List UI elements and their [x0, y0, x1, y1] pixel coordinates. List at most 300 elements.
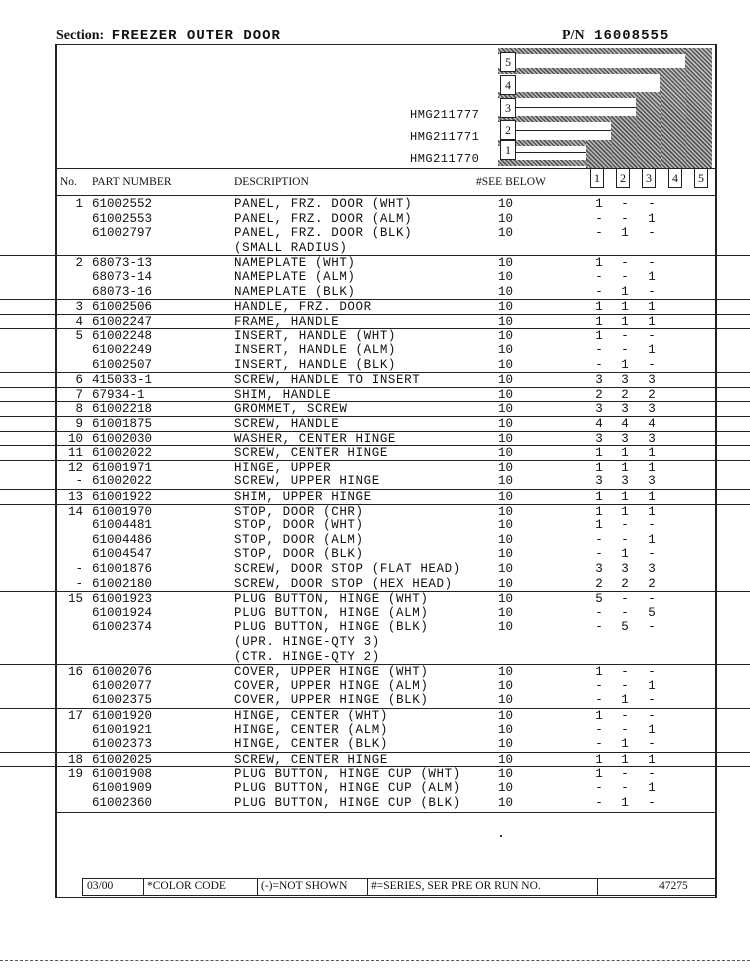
qty-series-2: 1: [621, 504, 629, 519]
qty-series-2: 1: [621, 460, 629, 475]
qty-series-3: 3: [648, 402, 656, 417]
col-header-see-below: #SEE BELOW: [476, 176, 546, 188]
qty-series-3: 1: [648, 446, 656, 461]
model-leader-line: [515, 130, 611, 131]
see-below: 10: [498, 795, 514, 810]
table-row: [0, 723, 750, 738]
qty-series-1: 1: [595, 300, 603, 315]
pn-value: 16008555: [594, 28, 670, 44]
qty-series-1: 1: [595, 767, 603, 782]
qty-series-2: -: [621, 518, 629, 533]
qty-series-3: 1: [648, 722, 656, 737]
qty-series-2: 1: [621, 314, 629, 329]
qty-series-1: -: [595, 547, 603, 562]
qty-series-3: -: [648, 518, 656, 533]
see-below: 10: [498, 446, 514, 461]
qty-series-2: 1: [621, 752, 629, 767]
see-below: 10: [498, 226, 514, 241]
table-row: [0, 431, 750, 446]
qty-series-2: 3: [621, 431, 629, 446]
model-number: HMG211771: [410, 130, 480, 144]
part-description: FRAME, HANDLE: [234, 314, 340, 329]
part-number: 61002797: [92, 226, 153, 241]
table-row: [0, 255, 750, 270]
see-below: 10: [498, 547, 514, 562]
part-number: 61001921: [92, 722, 153, 737]
series-box-2: 2: [500, 120, 516, 140]
qty-series-2: -: [621, 678, 629, 693]
table-row: [0, 270, 750, 285]
section-value: FREEZER OUTER DOOR: [111, 28, 281, 44]
part-description: GROMMET, SCREW: [234, 402, 348, 417]
part-number: 61002553: [92, 211, 153, 226]
part-description: PLUG BUTTON, HINGE (ALM): [234, 605, 429, 620]
qty-series-3: -: [648, 329, 656, 344]
qty-series-1: -: [595, 343, 603, 357]
see-below: 10: [498, 431, 514, 446]
see-below: 10: [498, 504, 514, 519]
see-below: 10: [498, 752, 514, 767]
see-below: 10: [498, 781, 514, 795]
part-description: NAMEPLATE (BLK): [234, 284, 356, 299]
qty-series-3: -: [648, 592, 656, 607]
footer-color-code: *COLOR CODE: [147, 880, 226, 892]
table-row: [0, 650, 750, 665]
part-number: 61002506: [92, 300, 153, 315]
qty-series-2: -: [621, 665, 629, 680]
table-row: [0, 796, 750, 811]
model-number: HMG211770: [410, 152, 480, 166]
part-description: PANEL, FRZ. DOOR (WHT): [234, 197, 413, 211]
section-title: [56, 28, 281, 44]
qty-series-3: -: [648, 795, 656, 810]
table-row: [0, 562, 750, 577]
qty-series-2: -: [621, 532, 629, 547]
part-description: PANEL, FRZ. DOOR (BLK): [234, 226, 413, 241]
qty-series-2: -: [621, 270, 629, 284]
part-description: PLUG BUTTON, HINGE (BLK): [234, 620, 429, 635]
part-number: 61001909: [92, 781, 153, 795]
part-description: INSERT, HANDLE (ALM): [234, 343, 397, 357]
col-header-qty-1: 1: [590, 168, 604, 188]
table-row: [0, 401, 750, 416]
see-below: 10: [498, 620, 514, 635]
qty-series-2: -: [621, 709, 629, 723]
qty-series-2: -: [621, 211, 629, 226]
qty-series-1: 2: [595, 576, 603, 591]
stair-band-4: [498, 68, 686, 74]
part-number: 68073-14: [92, 270, 153, 284]
stair-band-base: [498, 160, 588, 166]
qty-series-2: 3: [621, 474, 629, 489]
table-row: [0, 504, 750, 519]
qty-series-1: 2: [595, 387, 603, 402]
see-below: 10: [498, 605, 514, 620]
footer-divider: [367, 879, 368, 895]
part-number-header: [562, 28, 669, 44]
table-row: [0, 635, 750, 650]
part-number: 61001924: [92, 605, 153, 620]
col-header-description: DESCRIPTION: [234, 176, 309, 188]
part-number: 61002247: [92, 314, 153, 329]
qty-series-1: 3: [595, 562, 603, 576]
part-description: STOP, DOOR (ALM): [234, 532, 364, 547]
qty-series-2: 1: [621, 490, 629, 504]
table-row: [0, 620, 750, 635]
table-row: [0, 358, 750, 373]
see-below: 10: [498, 357, 514, 372]
item-number: 4: [75, 314, 83, 329]
part-number: 61002373: [92, 737, 153, 752]
table-row: [0, 212, 750, 227]
see-below: 10: [498, 387, 514, 402]
qty-series-1: -: [595, 795, 603, 810]
qty-series-2: 1: [621, 547, 629, 562]
table-row: [0, 328, 750, 343]
qty-series-1: 3: [595, 474, 603, 489]
qty-series-2: -: [621, 722, 629, 737]
footer-series-note: #=SERIES, SER PRE OR RUN NO.: [371, 880, 541, 892]
qty-series-3: 1: [648, 270, 656, 284]
part-number: 61001923: [92, 592, 153, 607]
qty-series-2: 2: [621, 576, 629, 591]
qty-series-1: -: [595, 693, 603, 708]
item-number: -: [75, 576, 83, 591]
qty-series-3: 3: [648, 474, 656, 489]
stair-column-5: [685, 48, 712, 168]
bottom-edge-line: [0, 960, 750, 961]
qty-series-1: -: [595, 270, 603, 284]
part-description: SCREW, DOOR STOP (HEX HEAD): [234, 576, 453, 591]
qty-series-2: -: [621, 343, 629, 357]
see-below: 10: [498, 256, 514, 271]
part-number: 61004486: [92, 532, 153, 547]
qty-series-1: -: [595, 781, 603, 795]
item-number: 11: [67, 446, 83, 461]
qty-series-3: -: [648, 767, 656, 782]
part-description: SCREW, CENTER HINGE: [234, 446, 388, 461]
qty-series-1: -: [595, 532, 603, 547]
qty-series-3: 2: [648, 576, 656, 591]
see-below: 10: [498, 329, 514, 344]
see-below: 10: [498, 211, 514, 226]
qty-series-1: -: [595, 284, 603, 299]
see-below: 10: [498, 518, 514, 533]
see-below: 10: [498, 576, 514, 591]
part-number: 61002374: [92, 620, 153, 635]
item-number: 8: [75, 402, 83, 417]
part-description: HINGE, CENTER (ALM): [234, 722, 388, 737]
qty-series-2: 2: [621, 387, 629, 402]
see-below: 10: [498, 474, 514, 489]
table-row: [0, 285, 750, 300]
table-row: [0, 387, 750, 402]
qty-series-2: -: [621, 781, 629, 795]
qty-series-1: -: [595, 211, 603, 226]
part-number: 61002025: [92, 752, 153, 767]
part-number: 61002249: [92, 343, 153, 357]
table-row: [0, 533, 750, 548]
table-row: [0, 781, 750, 796]
item-number: 3: [75, 300, 83, 315]
part-description: HANDLE, FRZ. DOOR: [234, 300, 372, 315]
table-row: [0, 314, 750, 329]
section-label: Section:: [56, 28, 105, 43]
part-description: INSERT, HANDLE (BLK): [234, 357, 397, 372]
qty-series-1: 1: [595, 197, 603, 211]
part-description: SCREW, DOOR STOP (FLAT HEAD): [234, 562, 461, 576]
table-row: [0, 343, 750, 358]
qty-series-1: -: [595, 226, 603, 241]
footer-date: 03/00: [87, 880, 114, 892]
part-description: COVER, UPPER HINGE (BLK): [234, 693, 429, 708]
see-below: 10: [498, 460, 514, 475]
qty-series-3: -: [648, 709, 656, 723]
part-number: 61004547: [92, 547, 153, 562]
table-row: [0, 460, 750, 475]
part-number: 61002180: [92, 576, 153, 591]
see-below: 10: [498, 592, 514, 607]
col-header-qty-3: 3: [642, 168, 656, 188]
qty-series-1: 1: [595, 752, 603, 767]
item-number: 1: [75, 197, 83, 211]
col-header-qty-2: 2: [616, 168, 630, 188]
table-row: [0, 679, 750, 694]
qty-series-1: -: [595, 722, 603, 737]
qty-series-1: 3: [595, 373, 603, 388]
qty-series-1: 1: [595, 665, 603, 680]
part-number: 61001920: [92, 709, 153, 723]
footer-page-number: 47275: [659, 880, 688, 892]
stair-column-1: [586, 140, 612, 168]
model-number: HMG211777: [410, 108, 480, 122]
scan-speck: [500, 835, 502, 837]
qty-series-2: 1: [621, 795, 629, 810]
part-description: (SMALL RADIUS): [234, 240, 348, 255]
item-number: 13: [67, 490, 83, 504]
qty-series-1: 1: [595, 314, 603, 329]
see-below: 10: [498, 417, 514, 431]
see-below: 10: [498, 300, 514, 315]
qty-series-1: 1: [595, 446, 603, 461]
table-end-rule: [55, 812, 715, 813]
see-below: 10: [498, 197, 514, 211]
stair-band-5: [498, 48, 712, 54]
item-number: 10: [67, 431, 83, 446]
part-number: 68073-13: [92, 256, 153, 271]
part-number: 415033-1: [92, 373, 153, 388]
part-description: PLUG BUTTON, HINGE CUP (ALM): [234, 781, 461, 795]
part-number: 61001876: [92, 562, 153, 576]
part-number: 67934-1: [92, 387, 145, 402]
part-description: STOP, DOOR (BLK): [234, 547, 364, 562]
part-description: SCREW, CENTER HINGE: [234, 752, 388, 767]
table-row: [0, 416, 750, 431]
part-description: SCREW, UPPER HINGE: [234, 474, 380, 489]
series-box-1: 1: [500, 140, 516, 160]
qty-series-3: 2: [648, 387, 656, 402]
qty-series-3: -: [648, 737, 656, 752]
table-row: [0, 445, 750, 460]
table-row: [0, 606, 750, 621]
col-header-part-number: PART NUMBER: [92, 176, 172, 188]
see-below: 10: [498, 709, 514, 723]
qty-series-1: 3: [595, 431, 603, 446]
see-below: 10: [498, 343, 514, 357]
qty-series-2: 1: [621, 226, 629, 241]
item-number: 15: [67, 592, 83, 607]
qty-series-3: -: [648, 357, 656, 372]
qty-series-1: -: [595, 737, 603, 752]
see-below: 10: [498, 678, 514, 693]
part-number: 61002360: [92, 795, 153, 810]
table-row: [0, 197, 750, 212]
table-row: [0, 241, 750, 256]
stair-column-4: [660, 68, 686, 168]
part-description: PLUG BUTTON, HINGE (WHT): [234, 592, 429, 607]
item-number: 18: [67, 752, 83, 767]
table-row: [0, 299, 750, 314]
qty-series-1: 1: [595, 709, 603, 723]
qty-series-2: 3: [621, 373, 629, 388]
part-description: SHIM, HANDLE: [234, 387, 332, 402]
qty-series-1: 3: [595, 402, 603, 417]
table-row: [0, 752, 750, 767]
stair-column-2: [611, 116, 637, 168]
table-row: [0, 474, 750, 489]
see-below: 10: [498, 284, 514, 299]
qty-series-3: 1: [648, 490, 656, 504]
item-number: -: [75, 562, 83, 576]
qty-series-2: -: [621, 329, 629, 344]
series-box-5: 5: [500, 52, 516, 72]
table-row: [0, 737, 750, 752]
footer-divider: [143, 879, 144, 895]
part-number: 61002022: [92, 474, 153, 489]
item-number: 16: [67, 665, 83, 680]
part-description: INSERT, HANDLE (WHT): [234, 329, 397, 344]
see-below: 10: [498, 722, 514, 737]
item-number: 19: [67, 767, 83, 782]
item-number: 14: [67, 504, 83, 519]
qty-series-2: 1: [621, 693, 629, 708]
see-below: 10: [498, 490, 514, 504]
pn-label: P/N: [562, 28, 585, 43]
part-number: 61002077: [92, 678, 153, 693]
see-below: 10: [498, 402, 514, 417]
table-row: [0, 766, 750, 781]
qty-series-3: 1: [648, 300, 656, 315]
qty-series-3: 1: [648, 460, 656, 475]
see-below: 10: [498, 767, 514, 782]
part-description: PLUG BUTTON, HINGE CUP (WHT): [234, 767, 461, 782]
table-row: [0, 547, 750, 562]
qty-series-1: 4: [595, 417, 603, 431]
qty-series-1: -: [595, 605, 603, 620]
qty-series-2: -: [621, 256, 629, 271]
table-row: [0, 708, 750, 723]
qty-series-3: -: [648, 284, 656, 299]
qty-series-2: 1: [621, 737, 629, 752]
qty-series-3: -: [648, 256, 656, 271]
qty-series-2: -: [621, 197, 629, 211]
part-number: 61002375: [92, 693, 153, 708]
qty-series-2: -: [621, 767, 629, 782]
column-header-rule: [55, 195, 715, 196]
qty-series-2: 4: [621, 417, 629, 431]
part-number: 61001922: [92, 490, 153, 504]
qty-series-1: -: [595, 357, 603, 372]
qty-series-2: -: [621, 592, 629, 607]
part-description: SCREW, HANDLE TO INSERT: [234, 373, 421, 388]
part-description: (UPR. HINGE-QTY 3): [234, 635, 380, 649]
qty-series-1: 5: [595, 592, 603, 607]
qty-series-1: 1: [595, 329, 603, 344]
part-number: 61004481: [92, 518, 153, 533]
part-number: 61002218: [92, 402, 153, 417]
qty-series-3: 1: [648, 504, 656, 519]
part-description: NAMEPLATE (WHT): [234, 256, 356, 271]
item-number: 9: [75, 417, 83, 431]
part-description: STOP, DOOR (CHR): [234, 504, 364, 519]
part-number: 61002248: [92, 329, 153, 344]
qty-series-2: 3: [621, 562, 629, 576]
part-description: HINGE, CENTER (BLK): [234, 737, 388, 752]
see-below: 10: [498, 314, 514, 329]
qty-series-1: 1: [595, 490, 603, 504]
part-number: 61001970: [92, 504, 153, 519]
qty-series-3: -: [648, 620, 656, 635]
qty-series-3: 1: [648, 211, 656, 226]
qty-series-3: 3: [648, 373, 656, 388]
stair-column-3: [636, 92, 661, 168]
table-row: [0, 372, 750, 387]
part-number: 61001971: [92, 460, 153, 475]
qty-series-3: 1: [648, 678, 656, 693]
qty-series-1: -: [595, 620, 603, 635]
part-description: HINGE, UPPER: [234, 460, 332, 475]
see-below: 10: [498, 665, 514, 680]
table-row: [0, 577, 750, 592]
qty-series-2: 1: [621, 357, 629, 372]
table-row: [0, 664, 750, 679]
qty-series-2: 3: [621, 402, 629, 417]
qty-series-1: 1: [595, 256, 603, 271]
qty-series-3: 3: [648, 431, 656, 446]
qty-series-3: 1: [648, 532, 656, 547]
qty-series-3: -: [648, 665, 656, 680]
qty-series-2: 1: [621, 284, 629, 299]
see-below: 10: [498, 532, 514, 547]
footer-divider: [257, 879, 258, 895]
series-box-4: 4: [500, 75, 516, 95]
item-number: 2: [75, 256, 83, 271]
model-leader-line: [515, 107, 636, 108]
col-header-qty-4: 4: [668, 168, 682, 188]
part-description: (CTR. HINGE-QTY 2): [234, 649, 380, 664]
qty-series-1: 1: [595, 518, 603, 533]
qty-series-3: -: [648, 226, 656, 241]
qty-series-3: 3: [648, 562, 656, 576]
table-row: [0, 518, 750, 533]
part-description: COVER, UPPER HINGE (ALM): [234, 678, 429, 693]
qty-series-3: -: [648, 693, 656, 708]
part-number: 61001908: [92, 767, 153, 782]
part-number: 61002507: [92, 357, 153, 372]
item-number: 7: [75, 387, 83, 402]
item-number: 6: [75, 373, 83, 388]
qty-series-1: 1: [595, 460, 603, 475]
